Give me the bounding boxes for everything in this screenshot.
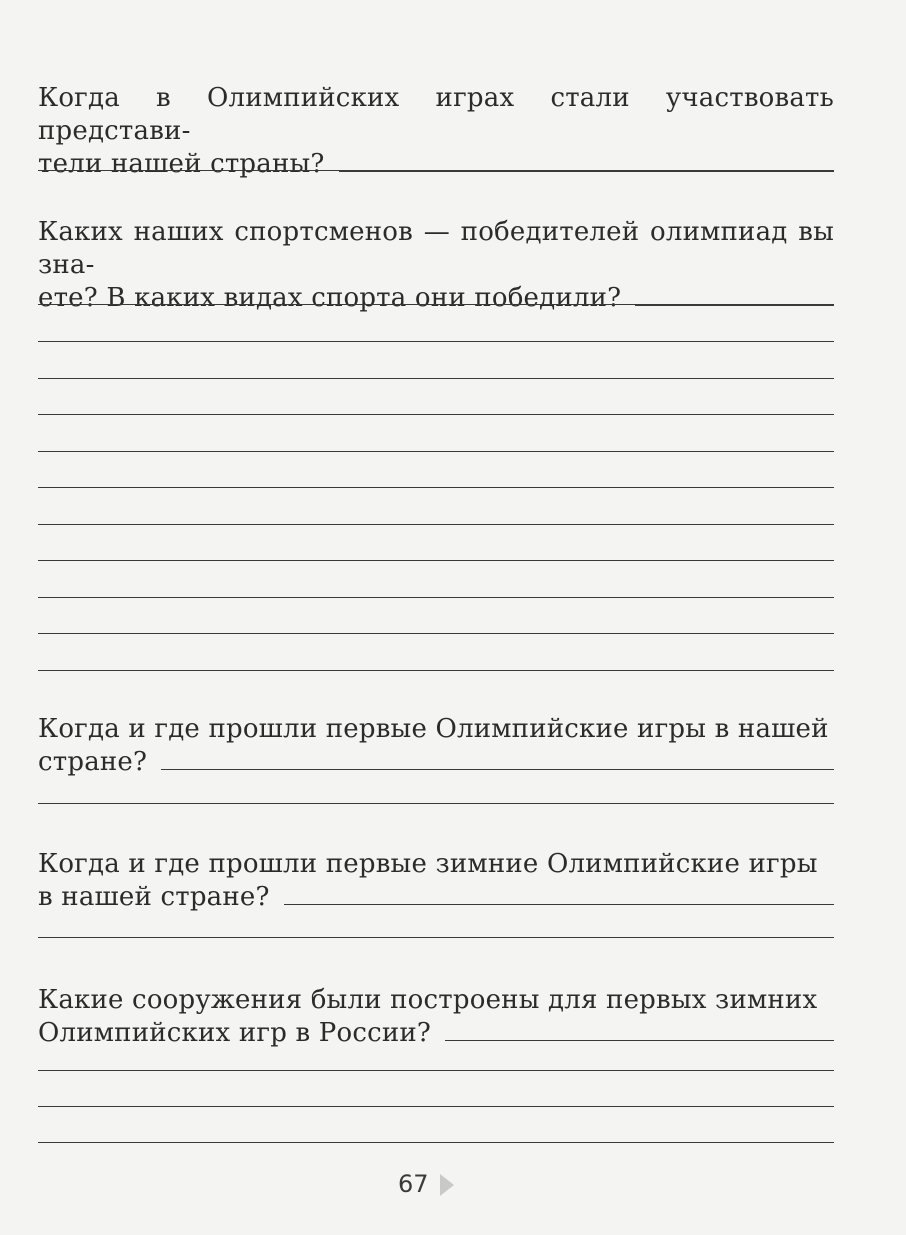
question-2	[38, 216, 834, 315]
question-1	[38, 82, 834, 181]
answer-line[interactable]	[38, 937, 834, 938]
question-3-line-2: стране?	[38, 747, 148, 777]
question-2-line-1: Каких наших спортсменов — победителей олимпиад вы зна-	[38, 217, 834, 280]
question-5-line-2: Олимпийских игр в России?	[38, 1018, 432, 1048]
question-2-line-2: ете? В каких видах спорта они победили?	[38, 283, 622, 313]
answer-line[interactable]	[161, 768, 834, 770]
question-1-line-2: тели нашей страны?	[38, 149, 325, 179]
page-number: 67	[398, 1170, 429, 1198]
answer-line[interactable]	[38, 524, 834, 525]
answer-line[interactable]	[38, 1070, 834, 1071]
next-page-arrow-icon	[440, 1174, 454, 1196]
answer-line[interactable]	[38, 1142, 834, 1143]
answer-line[interactable]	[38, 414, 834, 415]
question-1-line-1: Когда в Олимпийских играх стали участвовать представи-	[38, 83, 834, 146]
answer-line[interactable]	[38, 597, 834, 598]
answer-line[interactable]	[38, 378, 834, 379]
question-3	[38, 713, 834, 779]
answer-line[interactable]	[38, 304, 834, 305]
question-4-line-2: в нашей стране?	[38, 882, 270, 912]
answer-line[interactable]	[38, 487, 834, 488]
answer-line[interactable]	[445, 1039, 834, 1041]
question-4	[38, 848, 834, 914]
answer-line[interactable]	[284, 903, 834, 905]
answer-line[interactable]	[38, 803, 834, 804]
answer-line[interactable]	[38, 341, 834, 342]
question-5	[38, 984, 834, 1050]
question-5-line-1: Какие сооружения были построены для первых зимних	[38, 985, 818, 1015]
answer-line[interactable]	[38, 670, 834, 671]
answer-line[interactable]	[38, 170, 834, 171]
question-4-line-1: Когда и где прошли первые зимние Олимпийские игры	[38, 849, 818, 879]
answer-line[interactable]	[38, 633, 834, 634]
answer-line[interactable]	[38, 1106, 834, 1107]
answer-line[interactable]	[38, 560, 834, 561]
answer-line[interactable]	[38, 451, 834, 452]
question-3-line-1: Когда и где прошли первые Олимпийские игры в нашей	[38, 714, 829, 744]
